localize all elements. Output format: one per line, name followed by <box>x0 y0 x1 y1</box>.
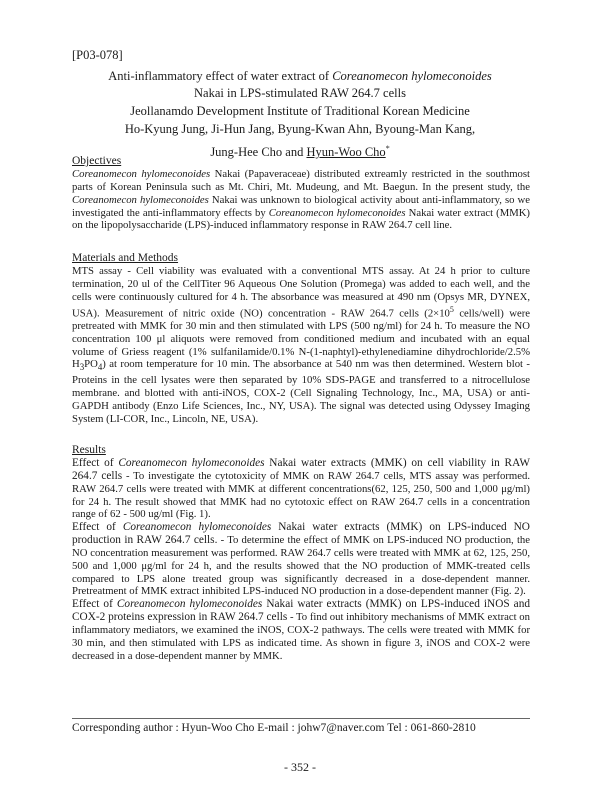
text-run: Effect of <box>72 521 123 534</box>
text-run: Effect of <box>72 598 117 611</box>
objectives-section <box>72 155 530 232</box>
text-run: ) at room temperature for 10 min. The absorbance at 540 nm was then determined. Western blot - Proteins in the cell lysates were then separated by 10% SDS-PAGE and transferred to a nitrocellulose membrane. and blotted with anti-iNOS, COX-2 (Cell Signaling Technology, Inc., MA, USA) or anti-GAPDH antibody (Enzo Life Sciences, Inc., NY, USA). The signal was detected using Odyssey Imaging System (LI-COR, Inc., Lincoln, NE, USA). <box>72 358 530 425</box>
subscript: 3 <box>79 362 85 373</box>
title-line-2: Nakai in LPS-stimulated RAW 264.7 cells <box>194 86 406 100</box>
text-run: Nakai (Papaveraceae) distributed extreamly restricted in the southmost parts of Korean Peninsula such as Mt. Chiri, Mt. Mudeung, and Mt. Baegun. In the present study, the <box>72 168 530 193</box>
text-run: Nakai was unknown to biological activity about anti-inflammatory, so we investigated the anti-inflammatory effects by <box>72 193 530 219</box>
species-name: Coreanomecon hylomeconoides <box>118 457 265 469</box>
title-line-1 <box>0 68 600 85</box>
text-run: Nakai water extracts (MMK) on cell viability in RAW 264.7 cells <box>72 457 530 482</box>
species-name: Coreanomecon hylomeconoides <box>122 521 272 534</box>
species-name: Coreanomecon hylomeconoides <box>116 598 263 611</box>
affiliation: Jeollanamdo Development Institute of Traditional Korean Medicine <box>130 104 470 118</box>
text-run: PO <box>84 358 98 371</box>
objectives-text <box>72 168 530 232</box>
text-run: Nakai water extracts (MMK) on LPS-induced NO production in RAW 264.7 cells. <box>72 521 530 547</box>
text-run: Nakai water extract (MMK) on the lipopolysaccharide (LPS)-induced inflammatory response in RAW 264.7 cell line. <box>72 206 530 232</box>
text-run: cells/well) were pretreated with MMK for 30 min and then stimulated with LPS (500 ng/ml) for 24 h. To measure the NO concentration 100 μl aliquots were removed from conditioned medium and incubated with an equal volume of Griess reagent (1% sulfanilamide/0.1% N-(1-naphtyl)-ethylenediamine dihydrochloride/2.5% H <box>72 307 531 371</box>
result-2 <box>72 521 530 598</box>
result-1 <box>72 457 530 521</box>
methods-text <box>72 265 530 426</box>
page-number: - 352 - <box>284 760 316 774</box>
methods-heading: Materials and Methods <box>72 252 179 264</box>
result-3-text: - To find out inhibitory mechanisms of MMK extract on inflammatory mediators, we examined the iNOS, COX-2 pathways. The cells were treated with MMK for 30 min, and then stimulated with LPS as indicated time. As shown in figure 3, iNOS and COX-2 were decreased in a dose-dependent manner by MMK. <box>72 611 530 662</box>
subscript: 4 <box>97 362 103 373</box>
authors-text: Jung-Hee Cho and <box>210 145 307 160</box>
title-text: Anti-inflammatory effect of water extract of <box>108 69 333 83</box>
text-run: MTS assay - Cell viability was evaluated with a conventional MTS assay. At 24 h prior to culture termination, 20 ul of the CellTiter 96 Aqueous One Solution (Promega) was added to each well, and the cells were continuously cultured for 4 h. The absorbance was measured at 490 nm (Opsys MR, DYNEX, USA). Measurement of nitric oxide (NO) concentration - RAW 264.7 cells (2×10 <box>72 265 530 320</box>
result-1-text: - To investigate the cytotoxicity of MMK on RAW 264.7 cells, MTS assay was performed. RAW 264.7 cells were treated with MMK at different concentrations(62, 125, 250, 500 and 1,000 μg/ml) for 24 h. The result showed that MMK had no cytotoxic effect on RAW 264.7 cells in a concentration range of 62 - 500 ug/ml (Fig. 1). <box>72 469 530 521</box>
species-name: Coreanomecon hylomeconoides <box>268 206 406 219</box>
poster-code: [P03-078] <box>72 48 123 62</box>
superscript: 5 <box>449 304 454 314</box>
species-name: Coreanomecon hylomeconoides <box>72 193 209 206</box>
corresponding-author-name: Hyun-Woo Cho <box>306 145 386 160</box>
text-run: Effect of <box>72 457 119 469</box>
authors-line-1: Ho-Kyung Jung, Ji-Hun Jang, Byung-Kwan Ahn, Byoung-Man Kang, <box>124 122 476 136</box>
text-run: Nakai water extracts (MMK) on LPS-induced iNOS and COX-2 proteins expression in RAW 264.7 cells <box>72 598 530 624</box>
result-2-text: - To determine the effect of MMK on LPS-induced NO production, the NO concentration measurement was performed. RAW 264.7 cells were treated with MMK at 62, 125, 250, 500 and 1,000 μg/ml for 24 h, and the results showed that the NO production of MMK-treated cells compared to LPS alone treated group was significantly decreased in a dose-dependent manner. Pretreatment of MMK extract inhibited LPS-induced NO production in a dose-dependent manner (Fig. 2). <box>72 534 530 598</box>
corresponding-mark: * <box>385 144 390 153</box>
result-3 <box>72 598 530 662</box>
results-heading: Results <box>72 444 106 456</box>
footer-divider <box>72 718 530 719</box>
species-name: Coreanomecon hylomeconoides <box>72 168 211 180</box>
title-species: Coreanomecon hylomeconoides <box>332 69 492 83</box>
methods-section <box>72 252 530 426</box>
corresponding-author-footer: Corresponding author : Hyun-Woo Cho E-mail : johw7@naver.com Tel : 061-860-2810 <box>72 722 476 734</box>
objectives-heading: Objectives <box>72 155 122 167</box>
results-section <box>72 444 530 663</box>
